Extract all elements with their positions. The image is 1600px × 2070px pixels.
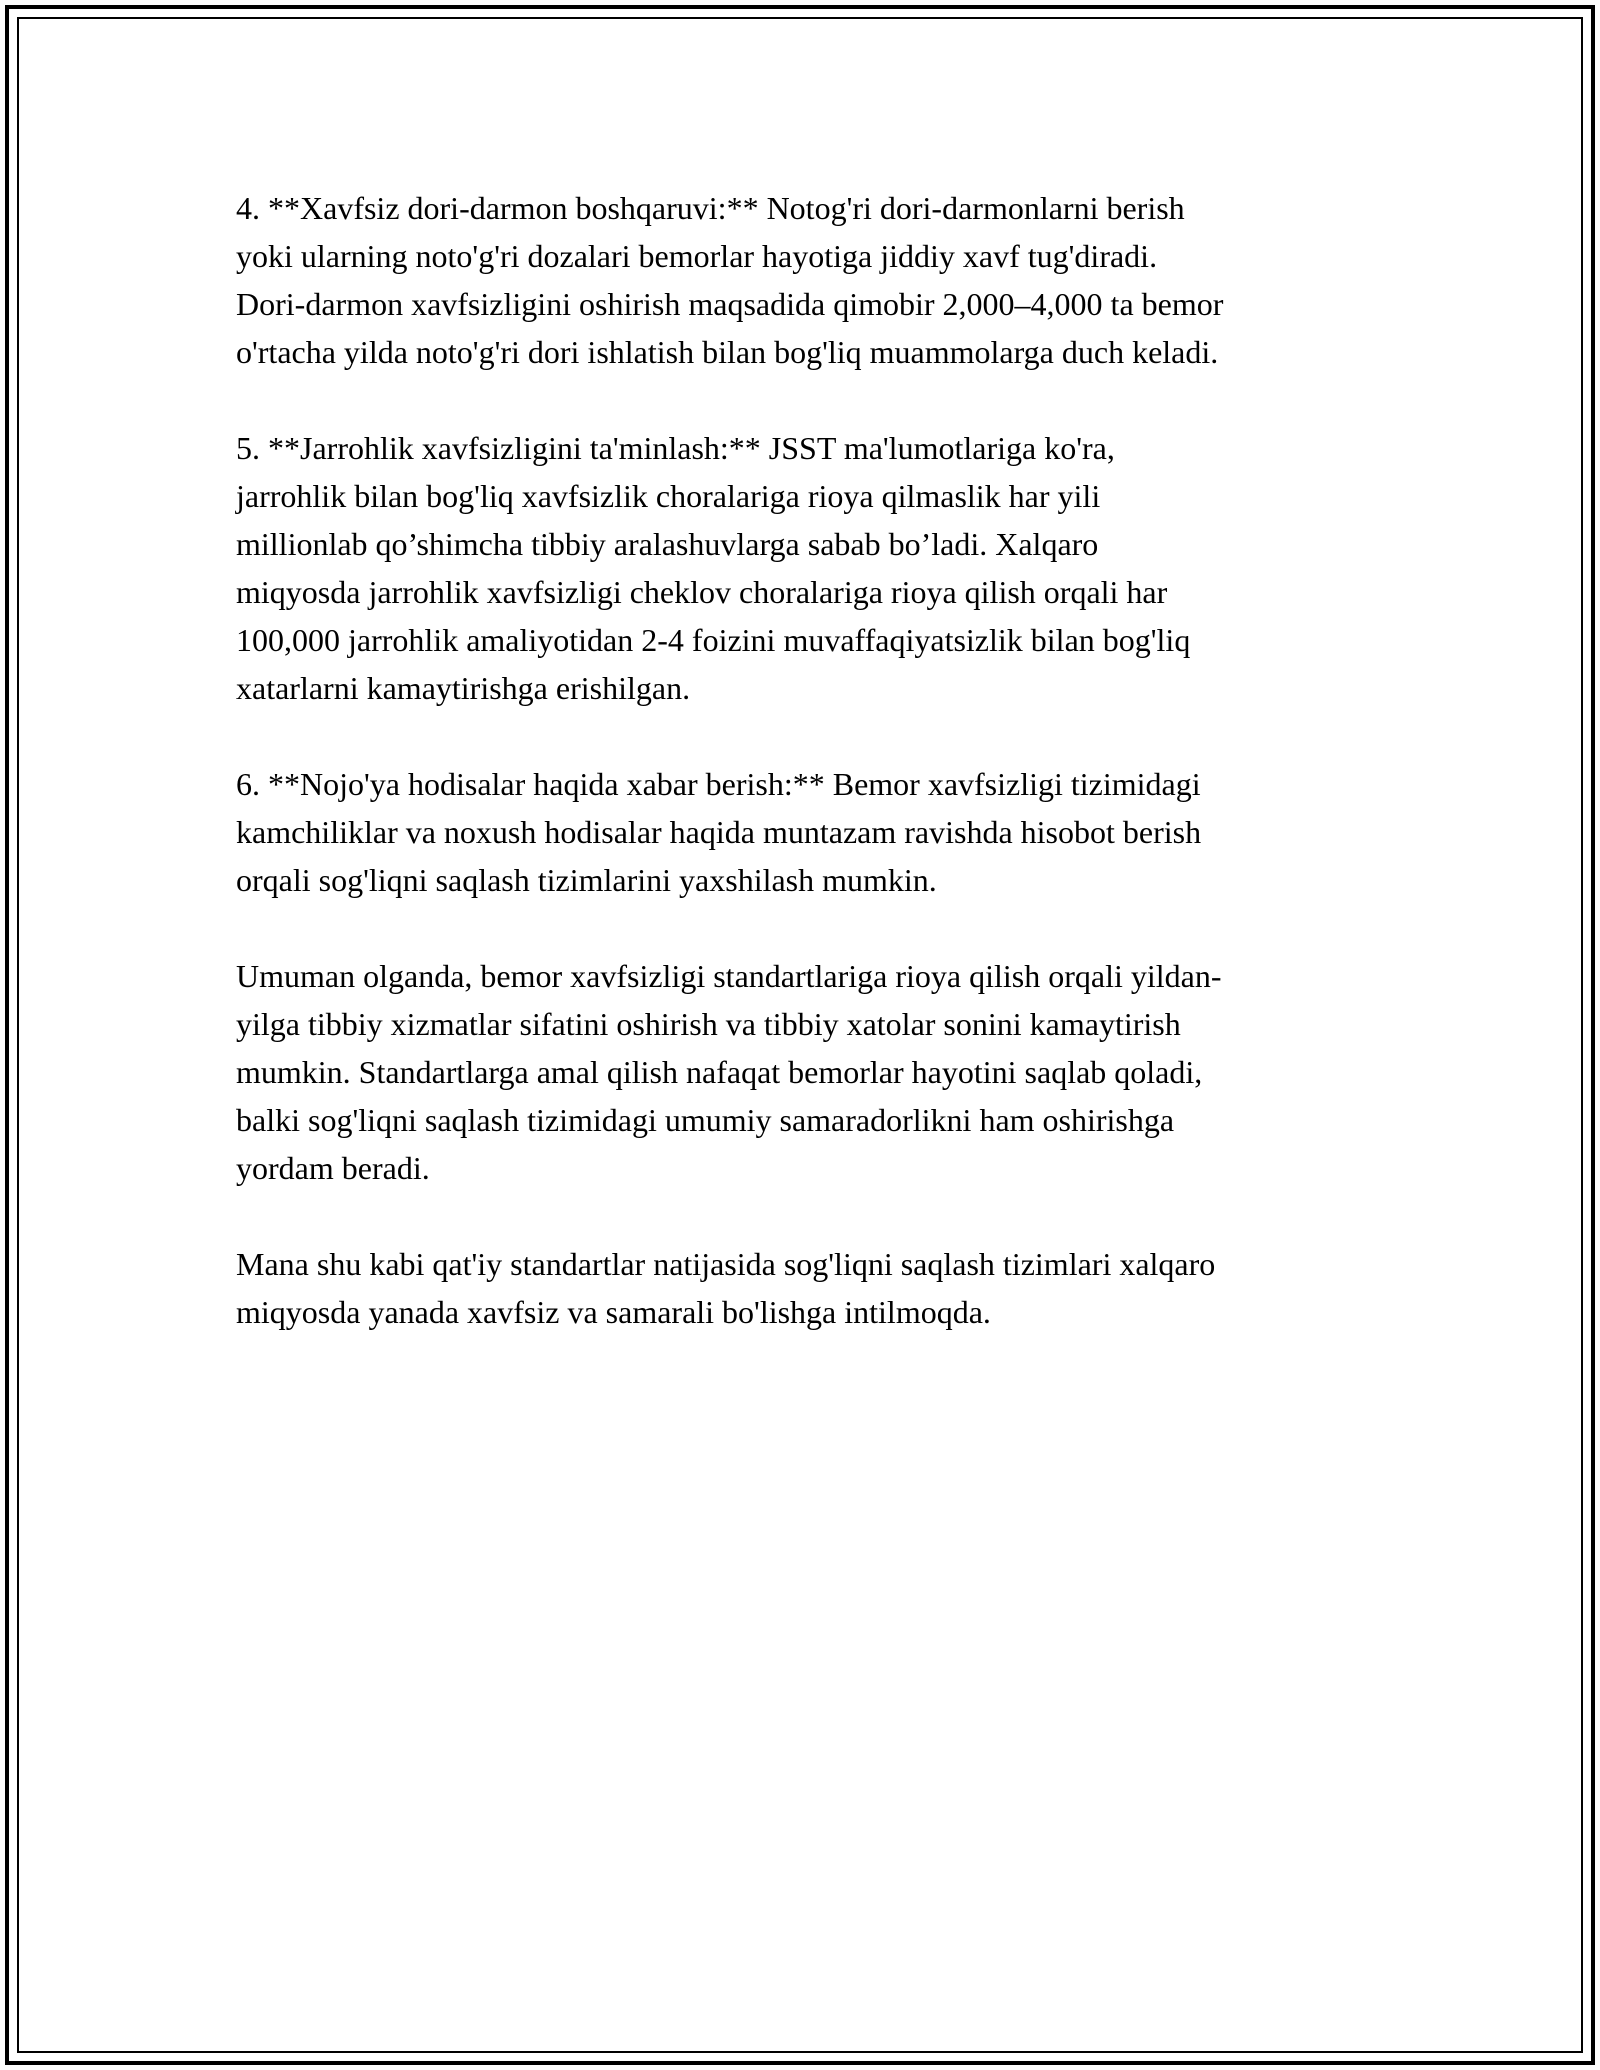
paragraph-surgical-safety: 5. **Jarrohlik xavfsizligini ta'minlash:** JSST ma'lumotlariga ko'ra, jarrohlik bilan bog'liq xavfsizlik choralariga rioya qilmaslik har yili millionlab qo’shimcha tibbiy aralashuvlarga sabab bo’ladi. Xalqaro miqyosda jarrohlik xavfsizligi cheklov choralariga rioya qilish orqali har 100,000 jarrohlik amaliyotidan 2-4 foizini muvaffaqiyatsizlik bilan bog'liq xatarlarni kamaytirishga erishilgan.	[236, 430, 1191, 706]
document-body	[236, 184, 1376, 1384]
paragraph-summary: Umuman olganda, bemor xavfsizligi standartlariga rioya qilish orqali yildan- yilga tibbiy xizmatlar sifatini oshirish va tibbiy xatolar sonini kamaytirish mumkin. Standartlarga amal qilish nafaqat bemorlar hayotini saqlab qoladi, balki sog'liqni saqlash tizimidagi umumiy samaradorlikni ham oshirishga yordam beradi.	[236, 958, 1222, 1186]
paragraph-incident-reporting: 6. **Nojo'ya hodisalar haqida xabar berish:** Bemor xavfsizligi tizimidagi kamchiliklar va noxush hodisalar haqida muntazam ravishda hisobot berish orqali sog'liqni saqlash tizimlarini yaxshilash mumkin.	[236, 766, 1202, 898]
paragraph-drug-safety: 4. **Xavfsiz dori-darmon boshqaruvi:** Notog'ri dori-darmonlarni berish yoki ularning noto'g'ri dozalari bemorlar hayotiga jiddiy xavf tug'diradi. Dori-darmon xavfsizligini oshirish maqsadida qimobir 2,000–4,000 ta bemor o'rtacha yilda noto'g'ri dori ishlatish bilan bog'liq muammolarga duch keladi.	[236, 190, 1224, 370]
paragraph-conclusion: Mana shu kabi qat'iy standartlar natijasida sog'liqni saqlash tizimlari xalqaro miqyosda yanada xavfsiz va samarali bo'lishga intilmoqda.	[236, 1246, 1216, 1330]
